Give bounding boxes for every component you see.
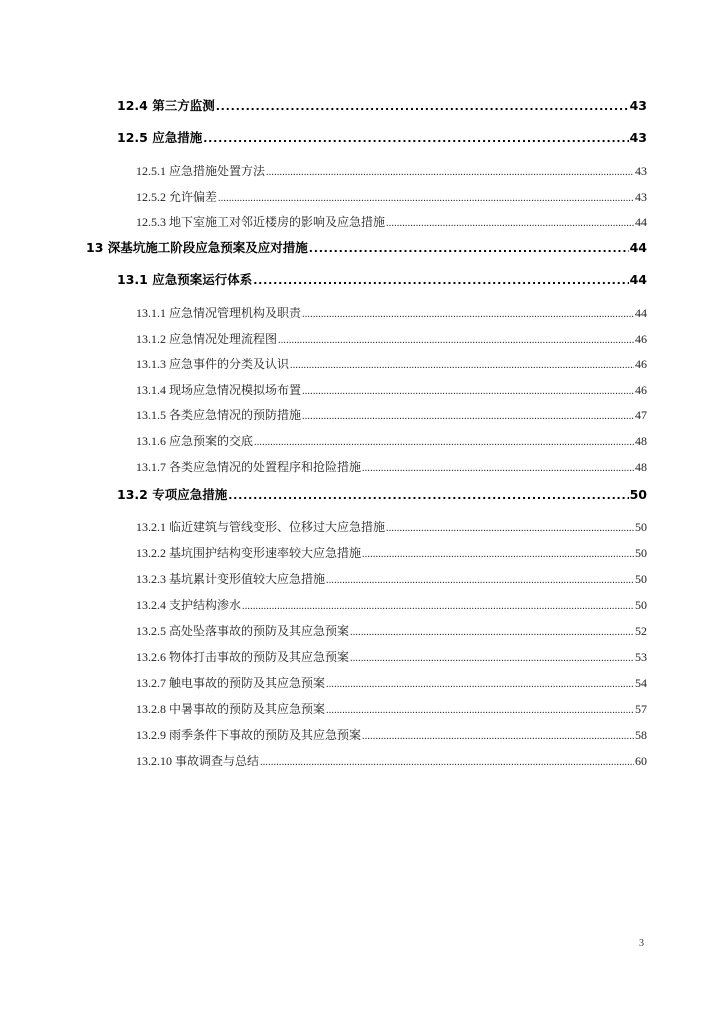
toc-entry[interactable]	[117, 270, 647, 288]
dot-leader	[302, 383, 634, 398]
toc-entry[interactable]	[136, 406, 647, 423]
dot-leader	[350, 624, 634, 639]
dot-leader	[326, 702, 634, 717]
toc-entry-page-number: 54	[635, 676, 647, 690]
toc-entry-label: 13.2 专项应急措施	[117, 487, 228, 502]
toc-entry-label: 13.2.1 临近建筑与管线变形、位移过大应急措施	[136, 520, 386, 534]
toc-entry[interactable]	[136, 458, 647, 475]
toc-entry[interactable]	[136, 752, 647, 769]
toc-entry-label: 13.1.2 应急情况处理流程图	[136, 332, 278, 346]
toc-entry-label: 12.4 第三方监测	[117, 98, 215, 113]
dot-leader	[386, 215, 634, 230]
toc-entry-page-number: 48	[635, 460, 647, 474]
dot-leader	[266, 164, 634, 179]
toc-entry-label: 13.2.8 中暑事故的预防及其应急预案	[136, 702, 326, 716]
toc-entry[interactable]	[136, 726, 647, 743]
toc-entry[interactable]	[136, 622, 647, 639]
toc-entry-page-number: 46	[635, 332, 647, 346]
toc-entry-page-number: 47	[635, 408, 647, 422]
toc-entry[interactable]	[136, 355, 647, 372]
toc-entry-label: 13.2.9 雨季条件下事故的预防及其应急预案	[136, 728, 362, 742]
toc-entry-label: 12.5 应急措施	[117, 130, 203, 145]
dot-leader	[254, 434, 634, 449]
toc-entry-label: 13.1.3 应急事件的分类及认识	[136, 357, 290, 371]
dot-leader	[218, 190, 634, 205]
toc-entry[interactable]	[136, 570, 647, 587]
toc-entry-label: 13.2.10 事故调查与总结	[136, 754, 260, 768]
toc-entry-label: 13.2.2 基坑围护结构变形速率较大应急措施	[136, 546, 362, 560]
toc-entry[interactable]	[136, 544, 647, 561]
toc-entry-label: 13.1.1 应急情况管理机构及职责	[136, 306, 302, 320]
toc-entry[interactable]	[136, 674, 647, 691]
toc-entry-label: 13 深基坑施工阶段应急预案及应对措施	[86, 240, 308, 255]
toc-entry-label: 13.1 应急预案运行体系	[117, 272, 253, 287]
dot-leader	[362, 460, 634, 475]
toc-entry-page-number: 44	[629, 272, 647, 287]
dot-leader	[326, 572, 634, 587]
dot-leader	[302, 306, 634, 321]
toc-entry-page-number: 44	[635, 215, 647, 229]
toc-entry-page-number: 48	[635, 434, 647, 448]
dot-leader	[253, 272, 628, 287]
dot-leader	[326, 676, 634, 691]
toc-entry[interactable]	[136, 518, 647, 535]
toc-entry-page-number: 50	[635, 520, 647, 534]
toc-entry[interactable]	[136, 648, 647, 665]
toc-entry-page-number: 43	[635, 190, 647, 204]
toc-entry-label: 13.2.6 物体打击事故的预防及其应急预案	[136, 650, 350, 664]
toc-entry-page-number: 46	[635, 383, 647, 397]
toc-entry-page-number: 50	[635, 546, 647, 560]
toc-entry[interactable]	[136, 330, 647, 347]
toc-entry[interactable]	[136, 304, 647, 321]
toc-entry-page-number: 43	[629, 98, 647, 113]
toc-entry-page-number: 50	[635, 598, 647, 612]
toc-entry-page-number: 46	[635, 357, 647, 371]
toc-entry-page-number: 44	[635, 306, 647, 320]
footer-page-number: 3	[639, 938, 644, 949]
dot-leader	[350, 650, 634, 665]
dot-leader	[362, 728, 634, 743]
dot-leader	[203, 130, 628, 145]
dot-leader	[216, 98, 629, 113]
dot-leader	[386, 520, 634, 535]
toc-entry[interactable]	[117, 485, 647, 503]
dot-leader	[290, 357, 634, 372]
toc-entry[interactable]	[117, 96, 647, 114]
toc-entry-label: 13.2.7 触电事故的预防及其应急预案	[136, 676, 326, 690]
toc-entry-label: 12.5.2 允许偏差	[136, 190, 218, 204]
toc-entry[interactable]	[117, 128, 647, 146]
toc-entry[interactable]	[136, 432, 647, 449]
toc-entry-label: 13.1.5 各类应急情况的预防措施	[136, 408, 302, 422]
toc-entry-label: 13.2.4 支护结构渗水	[136, 598, 242, 612]
dot-leader	[260, 754, 634, 769]
toc-entry[interactable]	[136, 162, 647, 179]
dot-leader	[278, 332, 634, 347]
toc-entry[interactable]	[136, 213, 647, 230]
toc-entry-label: 12.5.3 地下室施工对邻近楼房的影响及应急措施	[136, 215, 386, 229]
toc-entry-page-number: 58	[635, 728, 647, 742]
dot-leader	[362, 546, 634, 561]
toc-entry-label: 13.2.3 基坑累计变形值较大应急措施	[136, 572, 326, 586]
dot-leader	[309, 240, 629, 255]
toc-entry-page-number: 50	[635, 572, 647, 586]
toc-entry-page-number: 53	[635, 650, 647, 664]
toc-entry[interactable]	[136, 700, 647, 717]
dot-leader	[242, 598, 634, 613]
toc-entry[interactable]	[136, 381, 647, 398]
toc-entry-page-number: 43	[635, 164, 647, 178]
toc-entry-label: 13.1.7 各类应急情况的处置程序和抢险措施	[136, 460, 362, 474]
dot-leader	[228, 487, 628, 502]
toc-entry-page-number: 44	[629, 240, 647, 255]
toc-entry-label: 13.2.5 高处坠落事故的预防及其应急预案	[136, 624, 350, 638]
toc-entry-page-number: 60	[635, 754, 647, 768]
toc-entry-page-number: 43	[629, 130, 647, 145]
toc-entry-page-number: 52	[635, 624, 647, 638]
dot-leader	[302, 408, 634, 423]
toc-entry-label: 12.5.1 应急措施处置方法	[136, 164, 266, 178]
toc-entry-page-number: 57	[635, 702, 647, 716]
toc-entry-label: 13.1.6 应急预案的交底	[136, 434, 254, 448]
toc-entry[interactable]	[136, 188, 647, 205]
toc-entry[interactable]	[86, 238, 647, 256]
toc-entry-label: 13.1.4 现场应急情况模拟场布置	[136, 383, 302, 397]
toc-entry[interactable]	[136, 596, 647, 613]
toc-entry-page-number: 50	[629, 487, 647, 502]
